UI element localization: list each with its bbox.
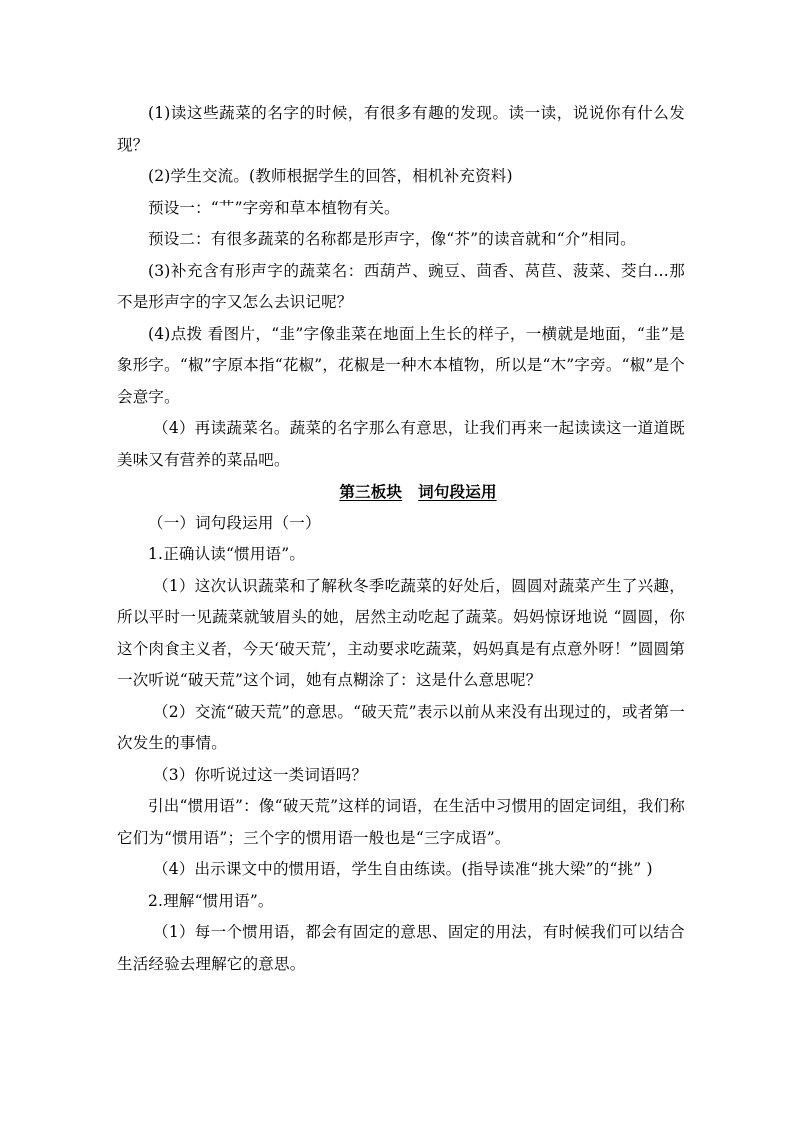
paragraph-subsection-heading: （一）词句段运用（一）: [148, 513, 321, 532]
paragraph-practice-reading: （4）出示课文中的惯用语，学生自由练读。(指导读准“挑大梁”的“挑” ): [153, 860, 653, 878]
paragraph-step-one-heading: 1.正确认读“惯用语”。: [148, 545, 306, 563]
document-body: [117, 98, 685, 980]
section-title-part1: 第三板块: [339, 482, 403, 501]
paragraph-story: （1）这次认识蔬菜和了解秋冬季吃蔬菜的好处后，圆圆对蔬菜产生了兴趣，所以平时一见蔬菜就皱眉头的她，居然主动吃起了蔬菜。妈妈惊讶地说 “圆圆，你这个肉食主义者，今天‘破天荒’，主动要求吃蔬菜，妈妈真是有点意外呀！”圆圆第一次听说“破天荒”这个词，她有点糊涂了：这是什么意思呢？: [117, 576, 685, 689]
paragraph-introduce-idioms: 引出“惯用语”：像“破天荒”这样的词语，在生活中习惯用的固定词组，我们称它们为“惯用语”；三个字的惯用语一般也是“三字成语”。: [117, 797, 685, 847]
paragraph-understand-idioms: （1）每一个惯用语，都会有固定的意思、固定的用法，有时候我们可以结合生活经验去理解它的意思。: [117, 923, 685, 973]
paragraph-reading-discovery: (1)读这些蔬菜的名字的时候，有很多有趣的发现。读一读，说说你有什么发现？: [117, 104, 685, 154]
paragraph-student-exchange: (2)学生交流。(教师根据学生的回答，相机补充资料): [148, 167, 513, 185]
paragraph-preset-two: 预设二：有很多蔬菜的名称都是形声字，像“芥”的读音就和“介”相同。: [148, 230, 636, 248]
section-title: [151, 476, 685, 508]
paragraph-guidance: (4)点拨 看图片，“韭”字像韭菜在地面上生长的样子，一横就是地面，“韭”是象形字。“椒”字原本指“花椒”，花椒是一种木本植物，所以是“木”字旁。“椒”是个会意字。: [117, 324, 685, 406]
paragraph-question: （3）你听说过这一类词语吗？: [153, 765, 368, 784]
paragraph-preset-one: 预设一：“艹”字旁和草本植物有关。: [148, 198, 400, 217]
paragraph-meaning-exchange: （2）交流“破天荒”的意思。“破天荒”表示以前从来没有出现过的，或者第一次发生的事情。: [117, 702, 685, 752]
section-title-part2: 词句段运用: [418, 482, 497, 501]
paragraph-step-two-heading: 2.理解“惯用语”。: [148, 891, 274, 910]
paragraph-supplement-names: (3)补充含有形声字的蔬菜名：西葫芦、豌豆、茴香、莴苣、菠菜、茭白…那不是形声字的字又怎么去识记呢？: [117, 261, 685, 311]
paragraph-reread: （4）再读蔬菜名。蔬菜的名字那么有意思，让我们再来一起读读这一道道既美味又有营养的菜品吧。: [117, 419, 685, 469]
